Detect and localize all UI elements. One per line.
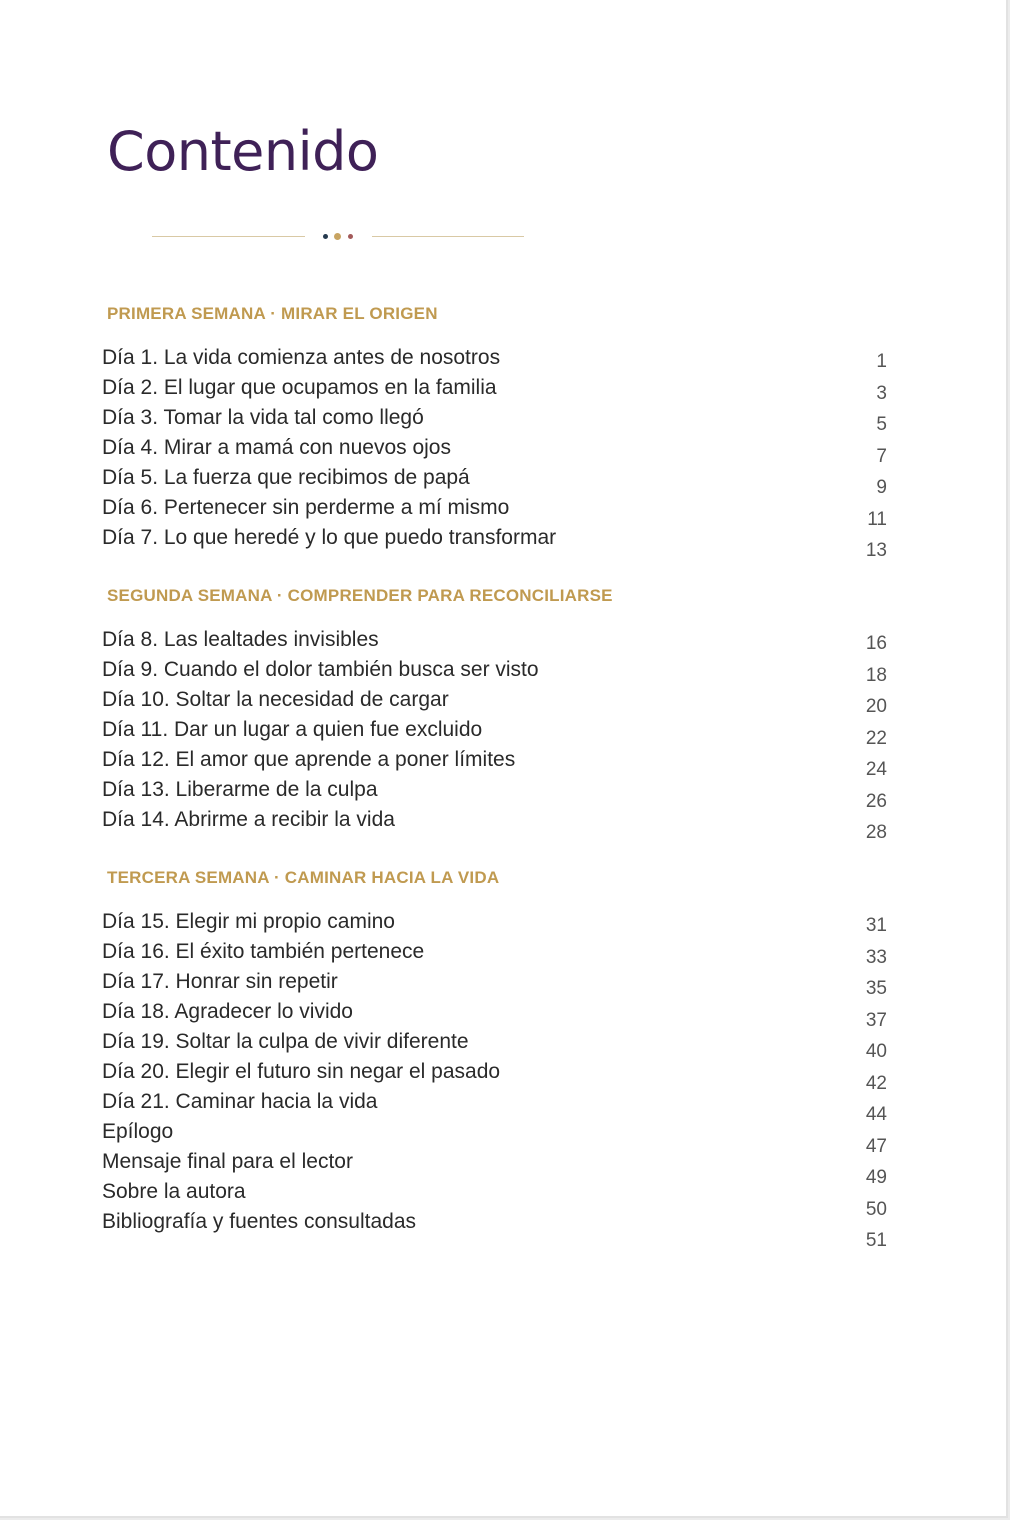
toc-entry-title[interactable]: Día 21. Caminar hacia la vida <box>102 1090 378 1113</box>
toc-entry-page[interactable]: 51 <box>865 1230 887 1251</box>
toc-entry-page[interactable]: 49 <box>865 1167 887 1188</box>
section-heading: SEGUNDA SEMANA · COMPRENDER PARA RECONCILIARSE <box>107 586 613 605</box>
toc-entry-title[interactable]: Día 15. Elegir mi propio camino <box>102 910 395 933</box>
toc-entry-title[interactable]: Día 16. El éxito también pertenece <box>102 940 425 963</box>
ornament-line-right <box>372 236 524 237</box>
ornament-dot-navy <box>323 234 328 239</box>
toc-entry-page[interactable]: 42 <box>865 1072 887 1094</box>
toc-entry-page[interactable]: 26 <box>865 790 887 812</box>
toc-entry-page[interactable]: 18 <box>865 664 887 686</box>
toc-entry-page[interactable]: 35 <box>865 978 887 999</box>
toc-entry-title[interactable]: Día 7. Lo que heredé y lo que puedo transformar <box>102 526 557 549</box>
entry-pages <box>866 346 887 567</box>
toc-entry-page[interactable]: 9 <box>876 477 887 498</box>
toc-entry-page[interactable]: 28 <box>865 822 887 843</box>
toc-entry-page[interactable]: 37 <box>865 1009 887 1031</box>
toc-entry-title[interactable]: Día 5. La fuerza que recibimos de papá <box>102 466 470 489</box>
toc-entry-page[interactable]: 40 <box>865 1041 887 1062</box>
toc-entry-page[interactable]: 1 <box>876 351 887 372</box>
toc-entry-title[interactable]: Sobre la autora <box>102 1180 246 1203</box>
toc-entry-page[interactable]: 24 <box>865 759 887 780</box>
entry-titles <box>102 343 556 553</box>
ornament-dot-rose <box>348 234 353 239</box>
toc-entry-title[interactable]: Epílogo <box>102 1120 174 1143</box>
toc-entry-title[interactable]: Día 8. Las lealtades invisibles <box>102 628 379 651</box>
toc-entry-title[interactable]: Mensaje final para el lector <box>102 1150 353 1173</box>
toc-entry-page[interactable]: 16 <box>865 633 887 654</box>
toc-entry-page[interactable]: 22 <box>865 727 887 749</box>
toc-entry-title[interactable]: Día 1. La vida comienza antes de nosotros <box>102 346 501 369</box>
toc-entry-title[interactable]: Día 14. Abrirme a recibir la vida <box>102 808 395 831</box>
toc-entry-title[interactable]: Día 20. Elegir el futuro sin negar el pasado <box>102 1060 501 1083</box>
toc-entry-title[interactable]: Día 2. El lugar que ocupamos en la familia <box>102 376 497 399</box>
toc-entry-title[interactable]: Día 19. Soltar la culpa de vivir diferente <box>102 1030 469 1053</box>
page-title: Contenido <box>107 120 379 183</box>
toc-entry-title[interactable]: Día 6. Pertenecer sin perderme a mí mismo <box>102 496 510 519</box>
toc-entry-page[interactable]: 3 <box>876 382 887 404</box>
toc-entry-title[interactable]: Bibliografía y fuentes consultadas <box>102 1210 417 1233</box>
toc-entry-title[interactable]: Día 4. Mirar a mamá con nuevos ojos <box>102 436 451 459</box>
entry-titles <box>102 907 500 1237</box>
toc-entry-page[interactable]: 50 <box>865 1198 887 1220</box>
toc-entry-page[interactable]: 5 <box>876 414 887 435</box>
toc-entry-page[interactable]: 47 <box>865 1135 887 1157</box>
toc-entry-page[interactable]: 7 <box>876 445 887 467</box>
toc-entry-title[interactable]: Día 13. Liberarme de la culpa <box>102 778 378 801</box>
toc-entry-title[interactable]: Día 17. Honrar sin repetir <box>102 970 338 993</box>
ornament-line-left <box>152 236 305 237</box>
ornament-dot-gold <box>334 233 341 240</box>
section-heading: TERCERA SEMANA · CAMINAR HACIA LA VIDA <box>107 868 500 887</box>
toc-entry-page[interactable]: 13 <box>865 540 887 561</box>
toc-entry-page[interactable]: 11 <box>867 508 887 530</box>
toc-entry-page[interactable]: 44 <box>865 1104 887 1125</box>
toc-entry-title[interactable]: Día 11. Dar un lugar a quien fue excluido <box>102 718 483 741</box>
entry-pages <box>866 910 887 1257</box>
section-heading: PRIMERA SEMANA · MIRAR EL ORIGEN <box>107 304 438 323</box>
entry-titles <box>102 625 539 835</box>
entry-pages <box>866 628 887 849</box>
toc-entry-title[interactable]: Día 12. El amor que aprende a poner límites <box>102 748 516 771</box>
toc-entry-title[interactable]: Día 9. Cuando el dolor también busca ser visto <box>102 658 539 681</box>
toc-entry-page[interactable]: 31 <box>865 915 887 936</box>
toc-entry-title[interactable]: Día 3. Tomar la vida tal como llegó <box>102 406 424 429</box>
toc-entry-page[interactable]: 20 <box>865 696 887 717</box>
toc-entry-title[interactable]: Día 10. Soltar la necesidad de cargar <box>102 688 449 711</box>
toc-entry-page[interactable]: 33 <box>865 946 887 968</box>
toc-entry-title[interactable]: Día 18. Agradecer lo vivido <box>102 1000 353 1023</box>
title-ornament <box>152 228 524 246</box>
